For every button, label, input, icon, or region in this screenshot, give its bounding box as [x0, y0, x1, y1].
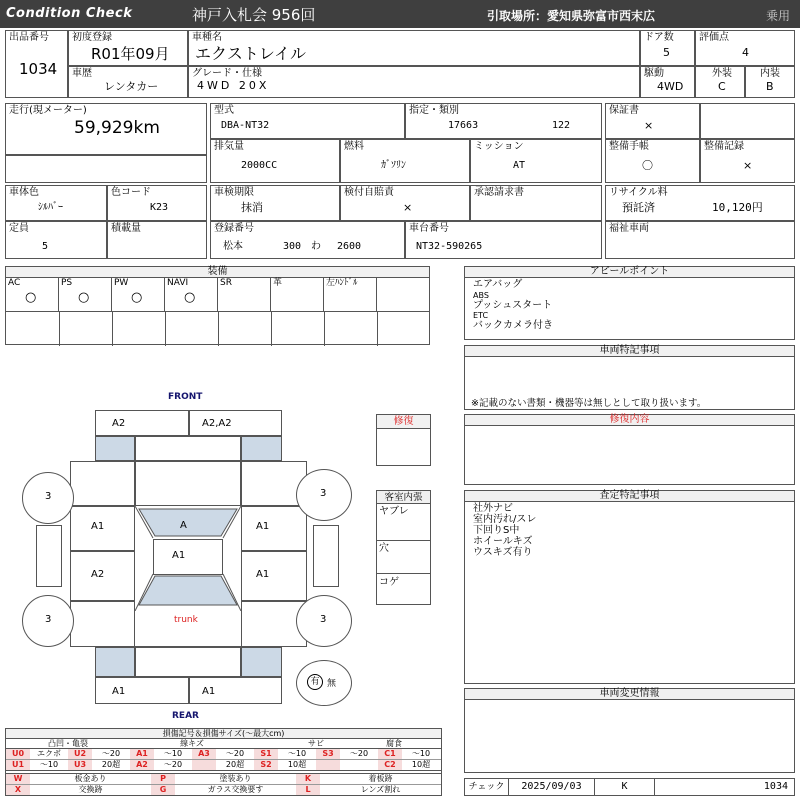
equipment-item-navi: [165, 278, 218, 312]
special-notes-title: 車両特記事項: [464, 345, 795, 357]
grade-box: [188, 66, 640, 98]
inspection-box: [210, 185, 340, 221]
legend-text: 塗装あり: [219, 774, 252, 783]
equipment-label: SR: [220, 278, 232, 288]
capacity-box: [5, 221, 107, 259]
legend-text: 10超: [287, 760, 307, 769]
hood-area: [135, 461, 241, 506]
inspection-label: 車検期限: [214, 187, 254, 198]
front-bumper-right: [189, 410, 282, 436]
legend-code: U2: [68, 749, 92, 759]
appeal-item: エアバッグ: [473, 279, 523, 290]
legend-text: 着板跡: [368, 774, 393, 783]
designation-value: 17663: [448, 120, 479, 131]
equipment-row: [6, 278, 429, 312]
legend-code: [316, 760, 340, 770]
appeal-item: バックカメラ付き: [473, 320, 553, 331]
equipment-item-leather: [271, 278, 324, 312]
grille: [135, 436, 241, 461]
record-box: [700, 139, 795, 183]
color-code-box: [107, 185, 207, 221]
equipment-value: ○: [184, 290, 196, 305]
first-reg-label: 初度登録: [72, 32, 112, 43]
mileage-extra-box: [5, 155, 207, 183]
welfare-label: 福祉車両: [609, 223, 649, 234]
exterior-box: [695, 66, 745, 98]
legend-code: A3: [192, 749, 216, 759]
legend-text: ～20: [349, 749, 369, 758]
legend-code: L: [296, 785, 320, 795]
interior-box: [745, 66, 795, 98]
color-box: [5, 185, 107, 221]
left-mirror: [36, 525, 62, 587]
damage-code: A2: [112, 418, 126, 429]
lot-number: 1034: [19, 60, 58, 78]
spare-tire: [296, 660, 352, 706]
legend-code: W: [6, 774, 30, 784]
doors-value: 5: [663, 46, 670, 59]
legend-code: G: [151, 785, 175, 795]
manual-box: [605, 139, 700, 183]
legend-code: S3: [316, 749, 340, 759]
rear-bumper-right: [189, 677, 282, 704]
header-title: Condition Check: [6, 6, 133, 21]
assessment-item: 社外ナビ: [473, 503, 513, 514]
capacity-value: 5: [42, 241, 49, 252]
appeal-title: アピールポイント: [464, 266, 795, 278]
equipment-item-ps: [59, 278, 112, 312]
damage-legend: [5, 728, 442, 796]
color-label: 車体色: [9, 187, 39, 198]
assessment-list: [473, 503, 536, 558]
interior-damage-box: [376, 490, 431, 605]
repair-box: [376, 414, 431, 466]
manual-value: 〇: [642, 159, 653, 172]
left-rear-door: [70, 551, 135, 601]
equipment-label: AC: [8, 278, 21, 288]
lot-box: [5, 30, 68, 98]
repair-detail-box: [464, 425, 795, 485]
fuel-label: 燃料: [344, 141, 364, 152]
score-box: [695, 30, 795, 66]
type-label: 型式: [214, 105, 234, 116]
legend-code: A2: [130, 760, 154, 770]
capacity-label: 定員: [9, 223, 29, 234]
warranty-extra-box: [700, 103, 795, 139]
damage-code: A1: [91, 521, 105, 532]
equipment-label: NAVI: [167, 278, 189, 288]
equipment-value: ○: [131, 290, 143, 305]
displacement-value: 2000CC: [241, 160, 278, 171]
score-label: 評価点: [699, 32, 729, 43]
claim-box: [470, 185, 602, 221]
type-value: DBA-NT32: [221, 120, 270, 131]
history-label: 車歴: [72, 68, 92, 79]
front-bumper-left: [95, 410, 189, 436]
front-label: FRONT: [168, 392, 203, 402]
equipment-item-ac: [6, 278, 59, 312]
warranty-value: ×: [644, 119, 654, 132]
repair-title: 修復: [377, 415, 430, 429]
designation-label: 指定・類別: [409, 105, 459, 116]
equipment-label: 革: [273, 278, 283, 288]
right-rear-door: [241, 551, 307, 601]
doors-label: ドア数: [644, 32, 674, 43]
vehicle-category: 乗用: [766, 9, 791, 23]
special-notes-box: [464, 356, 795, 410]
equipment-title: 装備: [5, 266, 430, 278]
legend-code: X: [6, 785, 30, 795]
fuel-box: [340, 139, 470, 183]
color-value: ｼﾙﾊﾞｰ: [38, 202, 63, 213]
rear-label: REAR: [172, 711, 199, 721]
legend-text: ～10: [287, 749, 307, 758]
assessment-box: [464, 501, 795, 684]
damage-code: 3: [45, 614, 52, 625]
type-box: [210, 103, 405, 139]
check-date: 2025/09/03: [509, 779, 595, 795]
legend-code: P: [151, 774, 175, 784]
legend-group: 腐食: [386, 739, 402, 748]
registration-class: 300: [283, 241, 302, 252]
windshield-damage-code: A: [180, 520, 187, 531]
appeal-item: ETC: [473, 311, 489, 320]
warranty-label: 保証書: [609, 105, 639, 116]
appeal-item: プッシュスタート: [473, 299, 553, 311]
rear-gate: [135, 647, 241, 677]
equipment-item-lhd: [324, 278, 377, 312]
damage-code: A1: [256, 521, 270, 532]
mileage-label: 走行(現メーター): [9, 105, 87, 116]
legend-text: ～10: [411, 749, 431, 758]
legend-code: S2: [254, 760, 278, 770]
taillight-left: [95, 647, 135, 677]
legend-group: サビ: [308, 739, 324, 748]
interior-value: B: [766, 80, 774, 93]
wheel-rear-right: [296, 595, 352, 647]
wheel-front-left: [22, 472, 74, 524]
record-label: 整備記録: [704, 141, 744, 152]
legend-group: 線キズ: [180, 739, 204, 748]
registration-label: 登録番号: [214, 223, 254, 234]
legend-text: 交換跡: [78, 785, 103, 794]
legend-code: S1: [254, 749, 278, 759]
recycle-status: 預託済: [622, 201, 655, 214]
interior-label: 内装: [760, 68, 780, 79]
interior-damage-hole: 穴: [379, 543, 389, 554]
insurance-value: ×: [403, 201, 413, 214]
legend-code: U3: [68, 760, 92, 770]
legend-text: ～20: [163, 760, 183, 769]
chassis-value: NT32-590265: [416, 241, 483, 252]
first-reg-box: [68, 30, 188, 66]
legend-row: [6, 785, 441, 796]
equipment-value: ○: [78, 290, 90, 305]
color-code-label: 色コード: [111, 187, 151, 198]
equipment-value: ○: [25, 290, 37, 305]
history-box: [68, 66, 188, 98]
left-front-door: [70, 506, 135, 551]
legend-text: ～10: [39, 760, 59, 769]
displacement-label: 排気量: [214, 141, 244, 152]
exterior-value: C: [718, 80, 726, 93]
damage-code: A1: [256, 569, 270, 580]
check-label: チェック: [465, 779, 509, 795]
drive-value: 4WD: [657, 80, 684, 93]
legend-code: U1: [6, 760, 30, 770]
designation-box: [405, 103, 602, 139]
spare-present-mark: 有: [307, 674, 323, 690]
legend-text: ガラス交換要す: [207, 785, 264, 794]
insurance-label: 検付自賠責: [344, 187, 394, 198]
registration-number: 2600: [337, 241, 362, 252]
legend-text: 板金あり: [74, 774, 107, 783]
legend-group: 凸凹・亀裂: [48, 739, 88, 748]
color-code-value: K23: [150, 202, 169, 213]
header-bar: [0, 0, 800, 28]
auction-name: 神戸入札会 956回: [192, 6, 316, 24]
rear-bumper-left: [95, 677, 189, 704]
welfare-box: [605, 221, 795, 259]
left-fender: [70, 461, 135, 506]
drive-box: [640, 66, 695, 98]
wheel-rear-left: [22, 595, 74, 647]
appeal-list: [473, 279, 553, 332]
check-row: [464, 778, 795, 796]
load-label: 積載量: [111, 223, 141, 234]
mission-box: [470, 139, 602, 183]
legend-row: [6, 749, 441, 760]
assessment-item: ホイールキズ: [473, 536, 533, 547]
right-mirror: [313, 525, 339, 587]
assessment-item: 下回りS中: [473, 525, 520, 536]
legend-code: [192, 760, 216, 770]
recycle-amount: 10,120円: [712, 201, 763, 214]
taillight-right: [241, 647, 282, 677]
legend-text: 20超: [225, 760, 245, 769]
special-notes-disclaimer: ※記載のない書類・機器等は無しとして取り扱います。: [471, 398, 707, 409]
equipment-label: PW: [114, 278, 129, 288]
exterior-label: 外装: [712, 68, 732, 79]
grade-value: 4WD 20X: [197, 79, 270, 92]
legend-text: 10超: [411, 760, 431, 769]
doors-box: [640, 30, 695, 66]
damage-code: 3: [320, 614, 327, 625]
chassis-label: 車台番号: [409, 223, 449, 234]
mileage-box: [5, 103, 207, 155]
grade-label: グレード・仕様: [192, 68, 262, 79]
interior-damage-burn: コゲ: [379, 577, 399, 588]
legend-code: C1: [378, 749, 402, 759]
registration-area: 松本: [223, 241, 243, 252]
appeal-box: [464, 277, 795, 340]
equipment-label: 左ﾊﾝﾄﾞﾙ: [326, 278, 358, 288]
legend-code: C2: [378, 760, 402, 770]
record-value: ×: [743, 159, 753, 172]
appeal-item: ABS: [473, 290, 489, 300]
drive-label: 駆動: [644, 68, 664, 79]
damage-code: 3: [45, 491, 52, 502]
headlight-right: [241, 436, 282, 461]
equipment-label: PS: [61, 278, 73, 288]
legend-text: ～20: [225, 749, 245, 758]
headlight-left: [95, 436, 135, 461]
legend-text: ～10: [163, 749, 183, 758]
legend-row: [6, 760, 441, 771]
displacement-box: [210, 139, 340, 183]
recycle-label: リサイクル料: [609, 187, 668, 198]
left-quarter: [70, 601, 135, 647]
assessment-item: ウスキズ有り: [473, 547, 533, 558]
mission-value: AT: [513, 160, 526, 171]
fuel-value: ｶﾞｿﾘﾝ: [381, 160, 406, 171]
equipment-grid: [5, 277, 430, 345]
damage-code: A2: [91, 569, 105, 580]
legend-title: 損傷記号＆損傷サイズ(～最大cm): [6, 729, 441, 739]
legend-text: ～20: [101, 749, 121, 758]
claim-label: 承認請求書: [474, 187, 524, 198]
right-front-door: [241, 506, 307, 551]
car-diagram: [0, 385, 370, 725]
score-value: 4: [742, 46, 749, 59]
legend-groups: [6, 739, 441, 749]
wheel-front-right: [296, 469, 352, 521]
history-value: レンタカー: [104, 80, 159, 93]
legend-code: A1: [130, 749, 154, 759]
check-mark: K: [595, 779, 655, 795]
recycle-box: [605, 185, 795, 221]
damage-code: A1: [202, 686, 216, 697]
change-info-title: 車両変更情報: [464, 688, 795, 700]
spare-absent-label: 無: [327, 679, 337, 689]
inspection-value: 抹消: [241, 201, 263, 214]
interior-damage-title: 客室内張: [377, 491, 430, 504]
load-box: [107, 221, 207, 259]
insurance-box: [340, 185, 470, 221]
change-info-box: [464, 699, 795, 773]
pickup-location: 引取場所：愛知県弥富市西末広: [487, 9, 656, 23]
class-number-value: 122: [552, 120, 571, 131]
warranty-box: [605, 103, 700, 139]
damage-code: 3: [320, 488, 327, 499]
damage-code: A2,A2: [202, 418, 232, 429]
model-name-value: エクストレイル: [195, 44, 307, 63]
trunk-label: trunk: [174, 615, 198, 625]
interior-damage-tear: ヤブレ: [379, 506, 409, 517]
registration-kana: わ: [311, 241, 321, 252]
mileage-value: 59,929km: [74, 118, 160, 138]
repair-detail-title: 修復内容: [464, 414, 795, 426]
roof: [153, 539, 223, 575]
damage-code: A1: [172, 550, 186, 561]
legend-text: レンズ割れ: [360, 785, 401, 794]
assessment-item: 室内汚れ/スレ: [473, 514, 537, 525]
registration-box: [210, 221, 405, 259]
mission-label: ミッション: [474, 141, 524, 152]
equipment-item-sr: [218, 278, 271, 312]
legend-code: K: [296, 774, 320, 784]
damage-code: A1: [112, 686, 126, 697]
model-name-label: 車種名: [192, 32, 222, 43]
check-lot: 1034: [763, 781, 788, 792]
legend-text: エクボ: [37, 749, 61, 758]
first-reg-value: R01年09月: [91, 45, 170, 63]
manual-label: 整備手帳: [609, 141, 649, 152]
legend-text: [342, 760, 376, 770]
lot-label: 出品番号: [9, 32, 49, 43]
legend-row: [6, 774, 441, 785]
model-name-box: [188, 30, 640, 66]
equipment-item-pw: [112, 278, 165, 312]
legend-code: U0: [6, 749, 30, 759]
legend-text: 20超: [101, 760, 121, 769]
assessment-title: 査定特記事項: [464, 490, 795, 502]
chassis-box: [405, 221, 602, 259]
